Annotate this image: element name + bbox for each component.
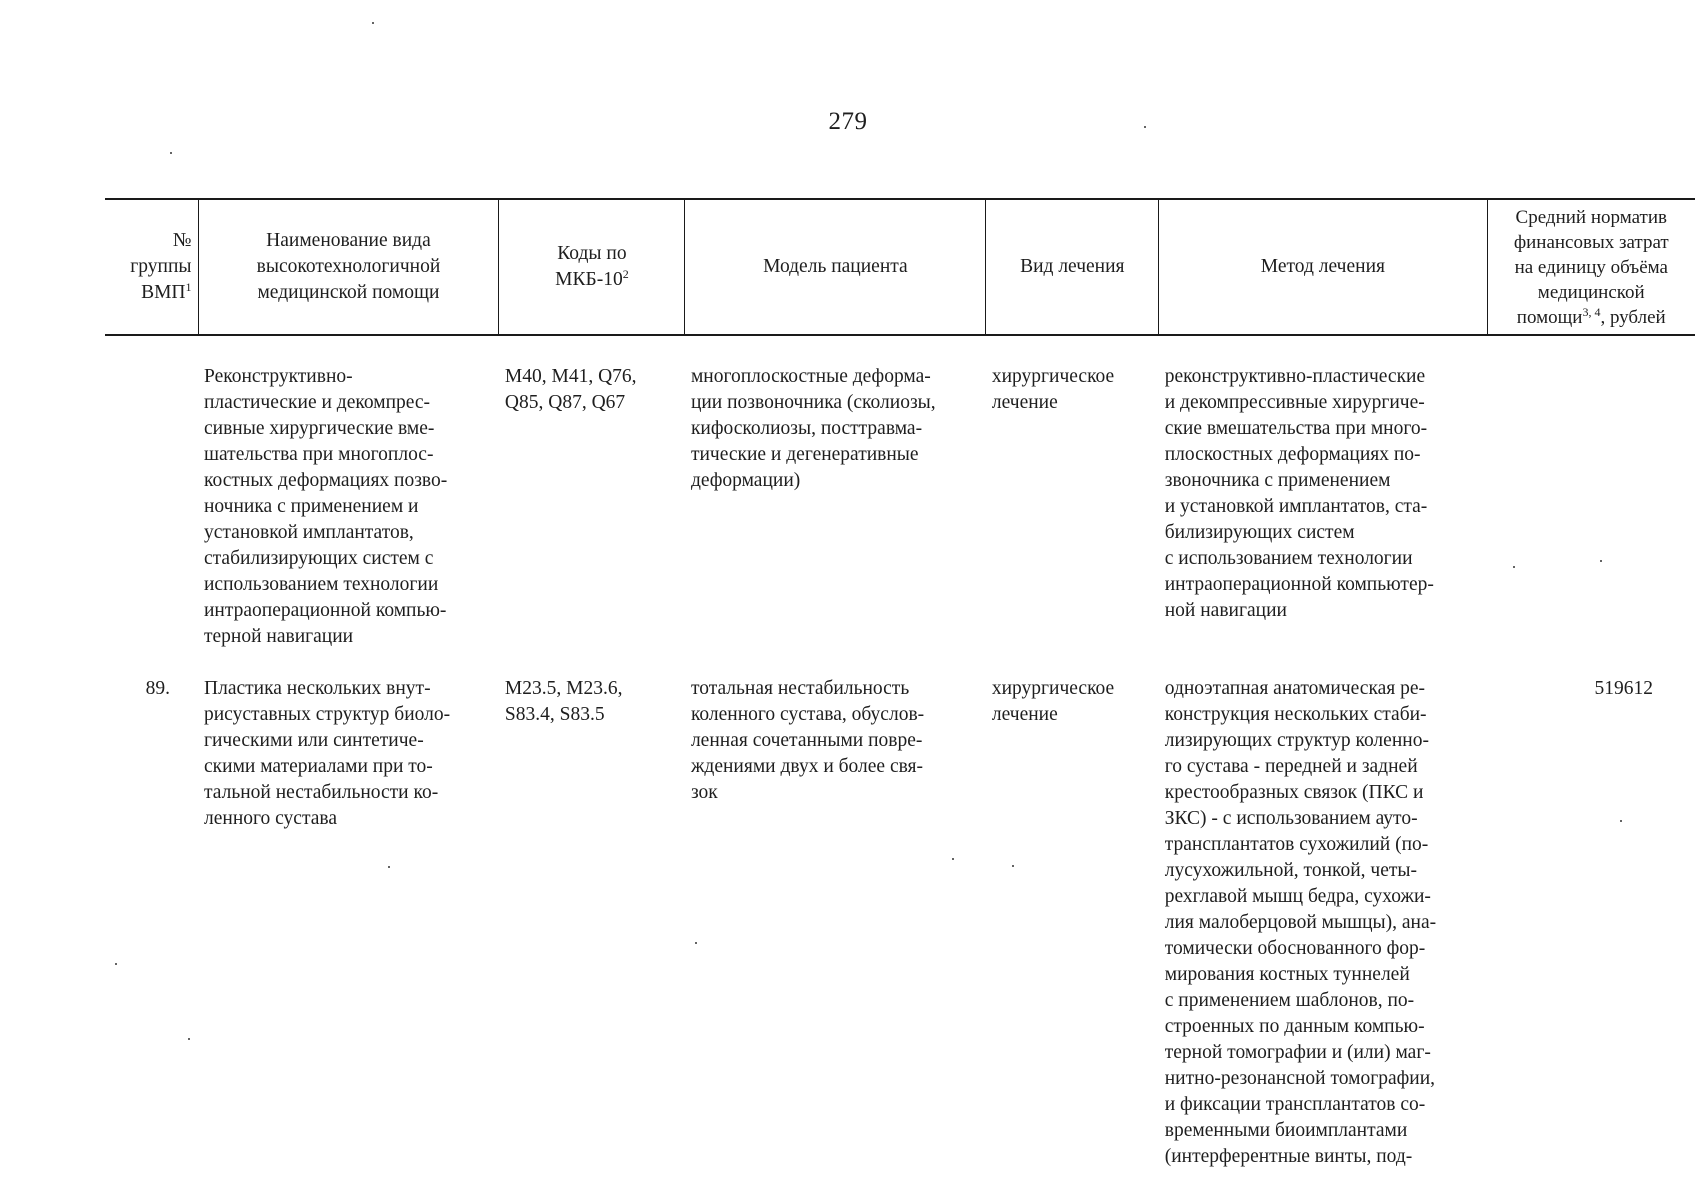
cell-group-number: 89.: [145, 678, 170, 699]
header-num-line2: группы: [130, 256, 192, 277]
vmp-table: [105, 198, 1695, 1170]
cell-codes: M23.5, M23.6, S83.4, S83.5: [504, 678, 623, 725]
cell-treatment-type: хирургическое лечение: [991, 366, 1115, 413]
header-method-text: Метод лечения: [1260, 256, 1385, 277]
table-row: [105, 650, 1695, 1170]
cell-model: многоплоскостные деформа- ции позвоночника (сколиозы, кифосколиозы, посттравма- тические и дегенеративные деформации): [690, 366, 936, 491]
header-type-text: Вид лечения: [1020, 256, 1125, 277]
header-cost: [1487, 199, 1695, 335]
scan-speck: [372, 22, 374, 24]
cell-name: Реконструктивно- пластические и декомпрес- сивные хирургические вме- шательства при многоплос- костных деформациях позво- ночника с применением и установкой имплантатов, стабилизирующих систем с использованием технологии интраоперационной компью- терной навигации: [204, 366, 448, 647]
cell-method: одноэтапная анатомическая ре- конструкция нескольких стаби- лизирующих структур коленно- го сустава - передней и задней крестообразных связок (ПКС и ЗКС) - с использованием ауто- трансплантатов сухожилий (по- лусухожильной, тонкой, четы- рехглавой мышц бедра, сухожи- лия малоберцовой мышцы), ана- томически обоснованного фор- мирования костных туннелей с применением шаблонов, по- строенных по данным компью- терной томографии и (или) маг- нитно-резонансной томографии, и фиксации трансплантатов со- временными биоимплантами (интерферентные винты, под-: [1164, 678, 1437, 1167]
cell-cost: [1487, 335, 1695, 650]
header-model: [685, 199, 986, 335]
header-name-text: Наименование вида высокотехнологичной медицинской помощи: [256, 230, 441, 303]
header-group-number: [105, 199, 198, 335]
header-type: [986, 199, 1159, 335]
cell-model: тотальная нестабильность коленного сустава, обуслов- ленная сочетанными повре- ждениями двух и более свя- зок: [690, 678, 925, 803]
scan-speck: [1600, 560, 1602, 562]
header-method: [1159, 199, 1487, 335]
header-cost-text: Средний норматив финансовых затрат на единицу объёма медицинской помощи: [1513, 206, 1669, 328]
scan-speck: [170, 152, 172, 154]
header-model-text: Модель пациента: [763, 256, 908, 277]
header-codes: [499, 199, 685, 335]
page-number: 279: [828, 108, 868, 135]
cell-name: Пластика нескольких внут- рисуставных структур биоло- гическими или синтетиче- скими материалами при то- тальной нестабильности ко- ленного сустава: [204, 678, 451, 829]
scan-speck: [1012, 865, 1014, 867]
cell-treatment-type: хирургическое лечение: [991, 678, 1115, 725]
cell-codes: M40, M41, Q76, Q85, Q87, Q67: [504, 366, 637, 413]
header-num-line3: ВМП: [141, 282, 186, 303]
scan-speck: [115, 963, 117, 965]
cell-group-number: [105, 335, 198, 650]
header-row: [105, 199, 1695, 335]
scan-speck: [1513, 566, 1515, 568]
header-name: [198, 199, 499, 335]
scan-speck: [952, 858, 954, 860]
header-num-line1: №: [172, 230, 192, 251]
scan-speck: [388, 866, 390, 868]
scan-speck: [1620, 820, 1622, 822]
scan-speck: [695, 942, 697, 944]
cell-method: реконструктивно-пластические и декомпрессивные хирургиче- ские вмешательства при много- плоскостных деформациях по- звоночника с применением и установкой имплантатов, ста- билизирующих систем с использованием технологии интраоперационной компьютер- ной навигации: [1164, 366, 1434, 621]
cell-cost: 519612: [1594, 678, 1653, 699]
scan-speck: [1144, 126, 1146, 128]
scan-speck: [188, 1038, 190, 1040]
header-codes-text: Коды по МКБ-10: [555, 243, 627, 290]
header-codes-footnote: 2: [622, 267, 629, 281]
header-cost-footnote: 3, 4: [1582, 304, 1601, 319]
header-cost-tail: , рублей: [1600, 306, 1666, 328]
table-row: [105, 335, 1695, 650]
header-num-footnote: 1: [185, 280, 192, 294]
